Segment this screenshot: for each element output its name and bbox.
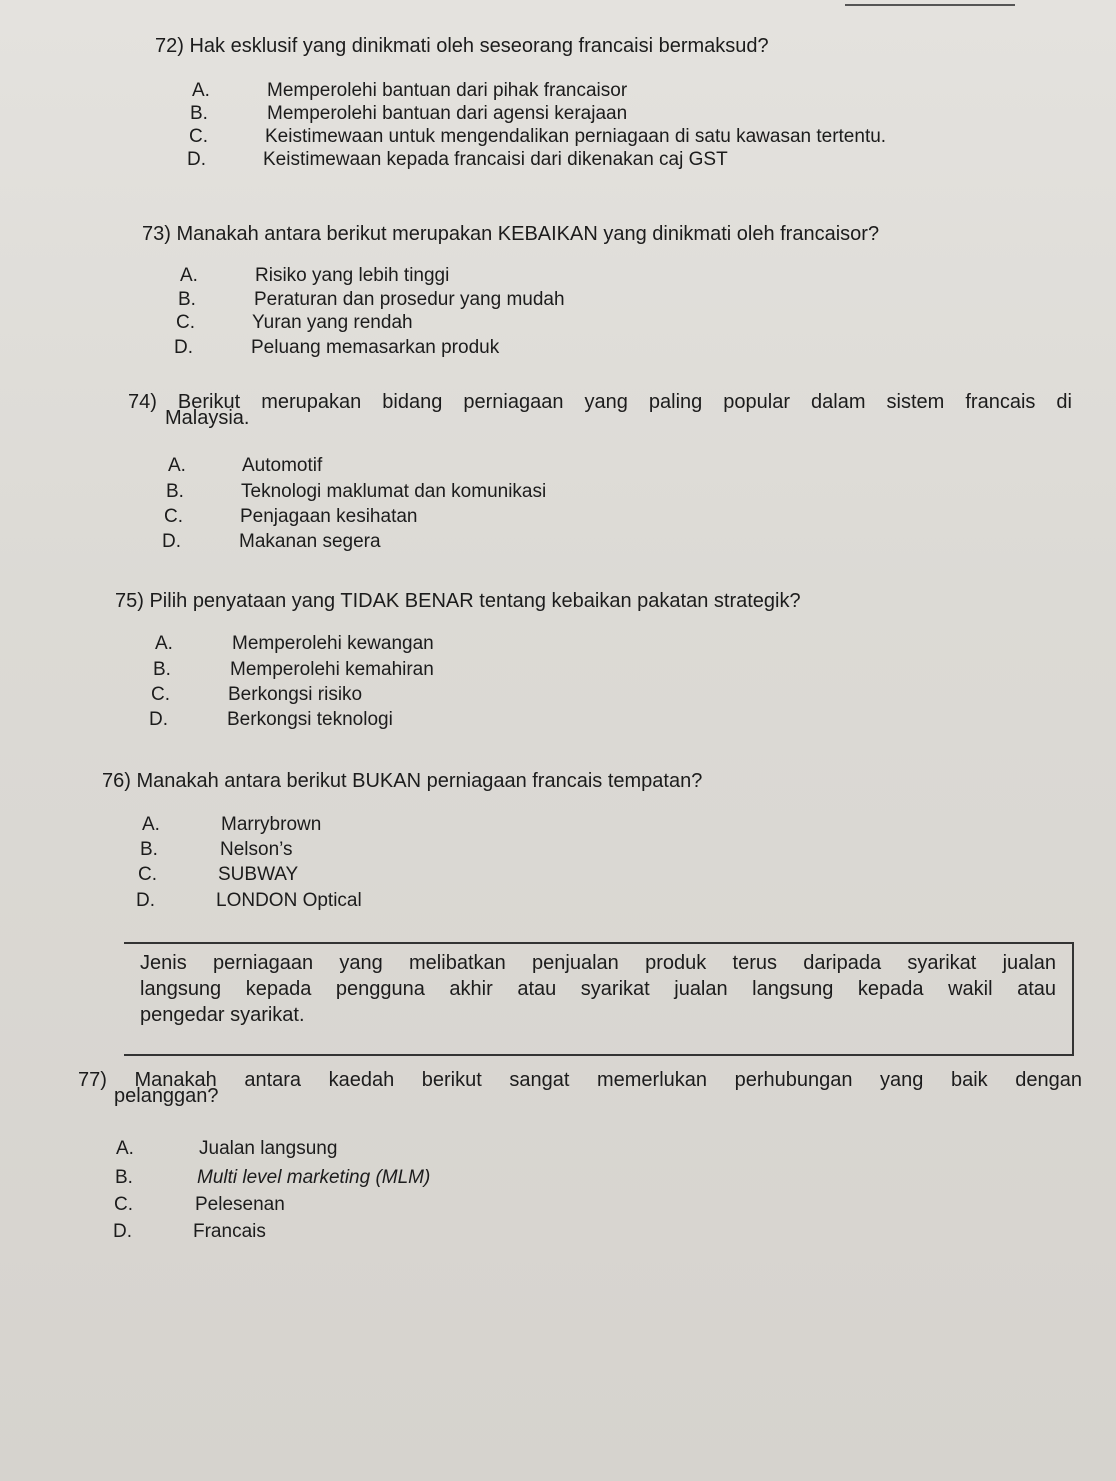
option-letter: B. [166, 481, 184, 502]
question-77-title-line1: 77) Manakah antara kaedah berikut sangat memerlukan perhubungan yang baik dengan [78, 1069, 1082, 1091]
option-text: Pelesenan [195, 1194, 285, 1215]
option-text: Risiko yang lebih tinggi [255, 265, 450, 286]
option-text: SUBWAY [218, 864, 299, 885]
option-letter: C. [151, 684, 170, 705]
option-letter: B. [190, 103, 208, 124]
option-letter: B. [178, 289, 196, 310]
option-letter: C. [114, 1194, 133, 1215]
question-75-title: 75) Pilih penyataan yang TIDAK BENAR tentang kebaikan pakatan strategik? [115, 590, 801, 612]
option-text: Teknologi maklumat dan komunikasi [241, 481, 547, 502]
option-letter: C. [138, 864, 157, 885]
option-letter: C. [176, 312, 195, 333]
option-text: Yuran yang rendah [252, 312, 413, 333]
option-letter: A. [168, 455, 186, 476]
option-letter: A. [116, 1138, 134, 1159]
option-text: Marrybrown [221, 814, 322, 835]
option-text: Peluang memasarkan produk [251, 337, 500, 358]
option-letter: B. [140, 839, 158, 860]
info-line-2: langsung kepada pengguna akhir atau syarikat jualan langsung kepada wakil atau [140, 978, 1056, 1000]
option-text: Multi level marketing (MLM) [197, 1167, 431, 1188]
option-letter: D. [174, 337, 193, 358]
option-text: LONDON Optical [216, 890, 362, 911]
question-72-title: 72) Hak esklusif yang dinikmati oleh seseorang francaisi bermaksud? [155, 35, 769, 57]
option-letter: A. [180, 265, 198, 286]
option-letter: A. [142, 814, 160, 835]
question-77-title-line2: pelanggan? [114, 1085, 219, 1107]
option-letter: B. [153, 659, 171, 680]
info-line-1: Jenis perniagaan yang melibatkan penjualan produk terus daripada syarikat jualan [140, 952, 1056, 974]
option-letter: A. [155, 633, 173, 654]
option-letter: C. [189, 126, 208, 147]
info-box-text [140, 950, 1056, 1028]
option-text: Makanan segera [239, 531, 381, 552]
option-text: Berkongsi risiko [228, 684, 363, 705]
option-text: Penjagaan kesihatan [240, 506, 418, 527]
option-text: Memperolehi bantuan dari pihak francaisor [267, 80, 628, 101]
option-text: Automotif [242, 455, 323, 476]
option-text: Peraturan dan prosedur yang mudah [254, 289, 565, 310]
question-74-title-line1: 74) Berikut merupakan bidang perniagaan yang paling popular dalam sistem francais di [128, 391, 1072, 413]
question-76-title: 76) Manakah antara berikut BUKAN perniagaan francais tempatan? [102, 770, 703, 792]
option-text: Keistimewaan kepada francaisi dari dikenakan caj GST [263, 149, 728, 170]
option-letter: C. [164, 506, 183, 527]
option-letter: D. [187, 149, 206, 170]
question-73-title: 73) Manakah antara berikut merupakan KEBAIKAN yang dinikmati oleh francaisor? [142, 223, 880, 245]
option-text: Jualan langsung [199, 1138, 338, 1159]
option-text: Berkongsi teknologi [227, 709, 393, 730]
option-letter: D. [136, 890, 155, 911]
header-rule [845, 4, 1015, 6]
option-letter: B. [115, 1167, 133, 1188]
option-letter: A. [192, 80, 210, 101]
option-text: Francais [193, 1221, 266, 1242]
option-text: Nelson’s [220, 839, 293, 860]
option-text: Memperolehi kemahiran [230, 659, 434, 680]
option-text: Keistimewaan untuk mengendalikan perniagaan di satu kawasan tertentu. [265, 126, 887, 147]
option-letter: D. [162, 531, 181, 552]
question-74-title-line2: Malaysia. [165, 407, 250, 429]
info-line-3: pengedar syarikat. [140, 1004, 305, 1026]
option-letter: D. [149, 709, 168, 730]
option-letter: D. [113, 1221, 132, 1242]
option-text: Memperolehi kewangan [232, 633, 434, 654]
option-text: Memperolehi bantuan dari agensi kerajaan [267, 103, 628, 124]
